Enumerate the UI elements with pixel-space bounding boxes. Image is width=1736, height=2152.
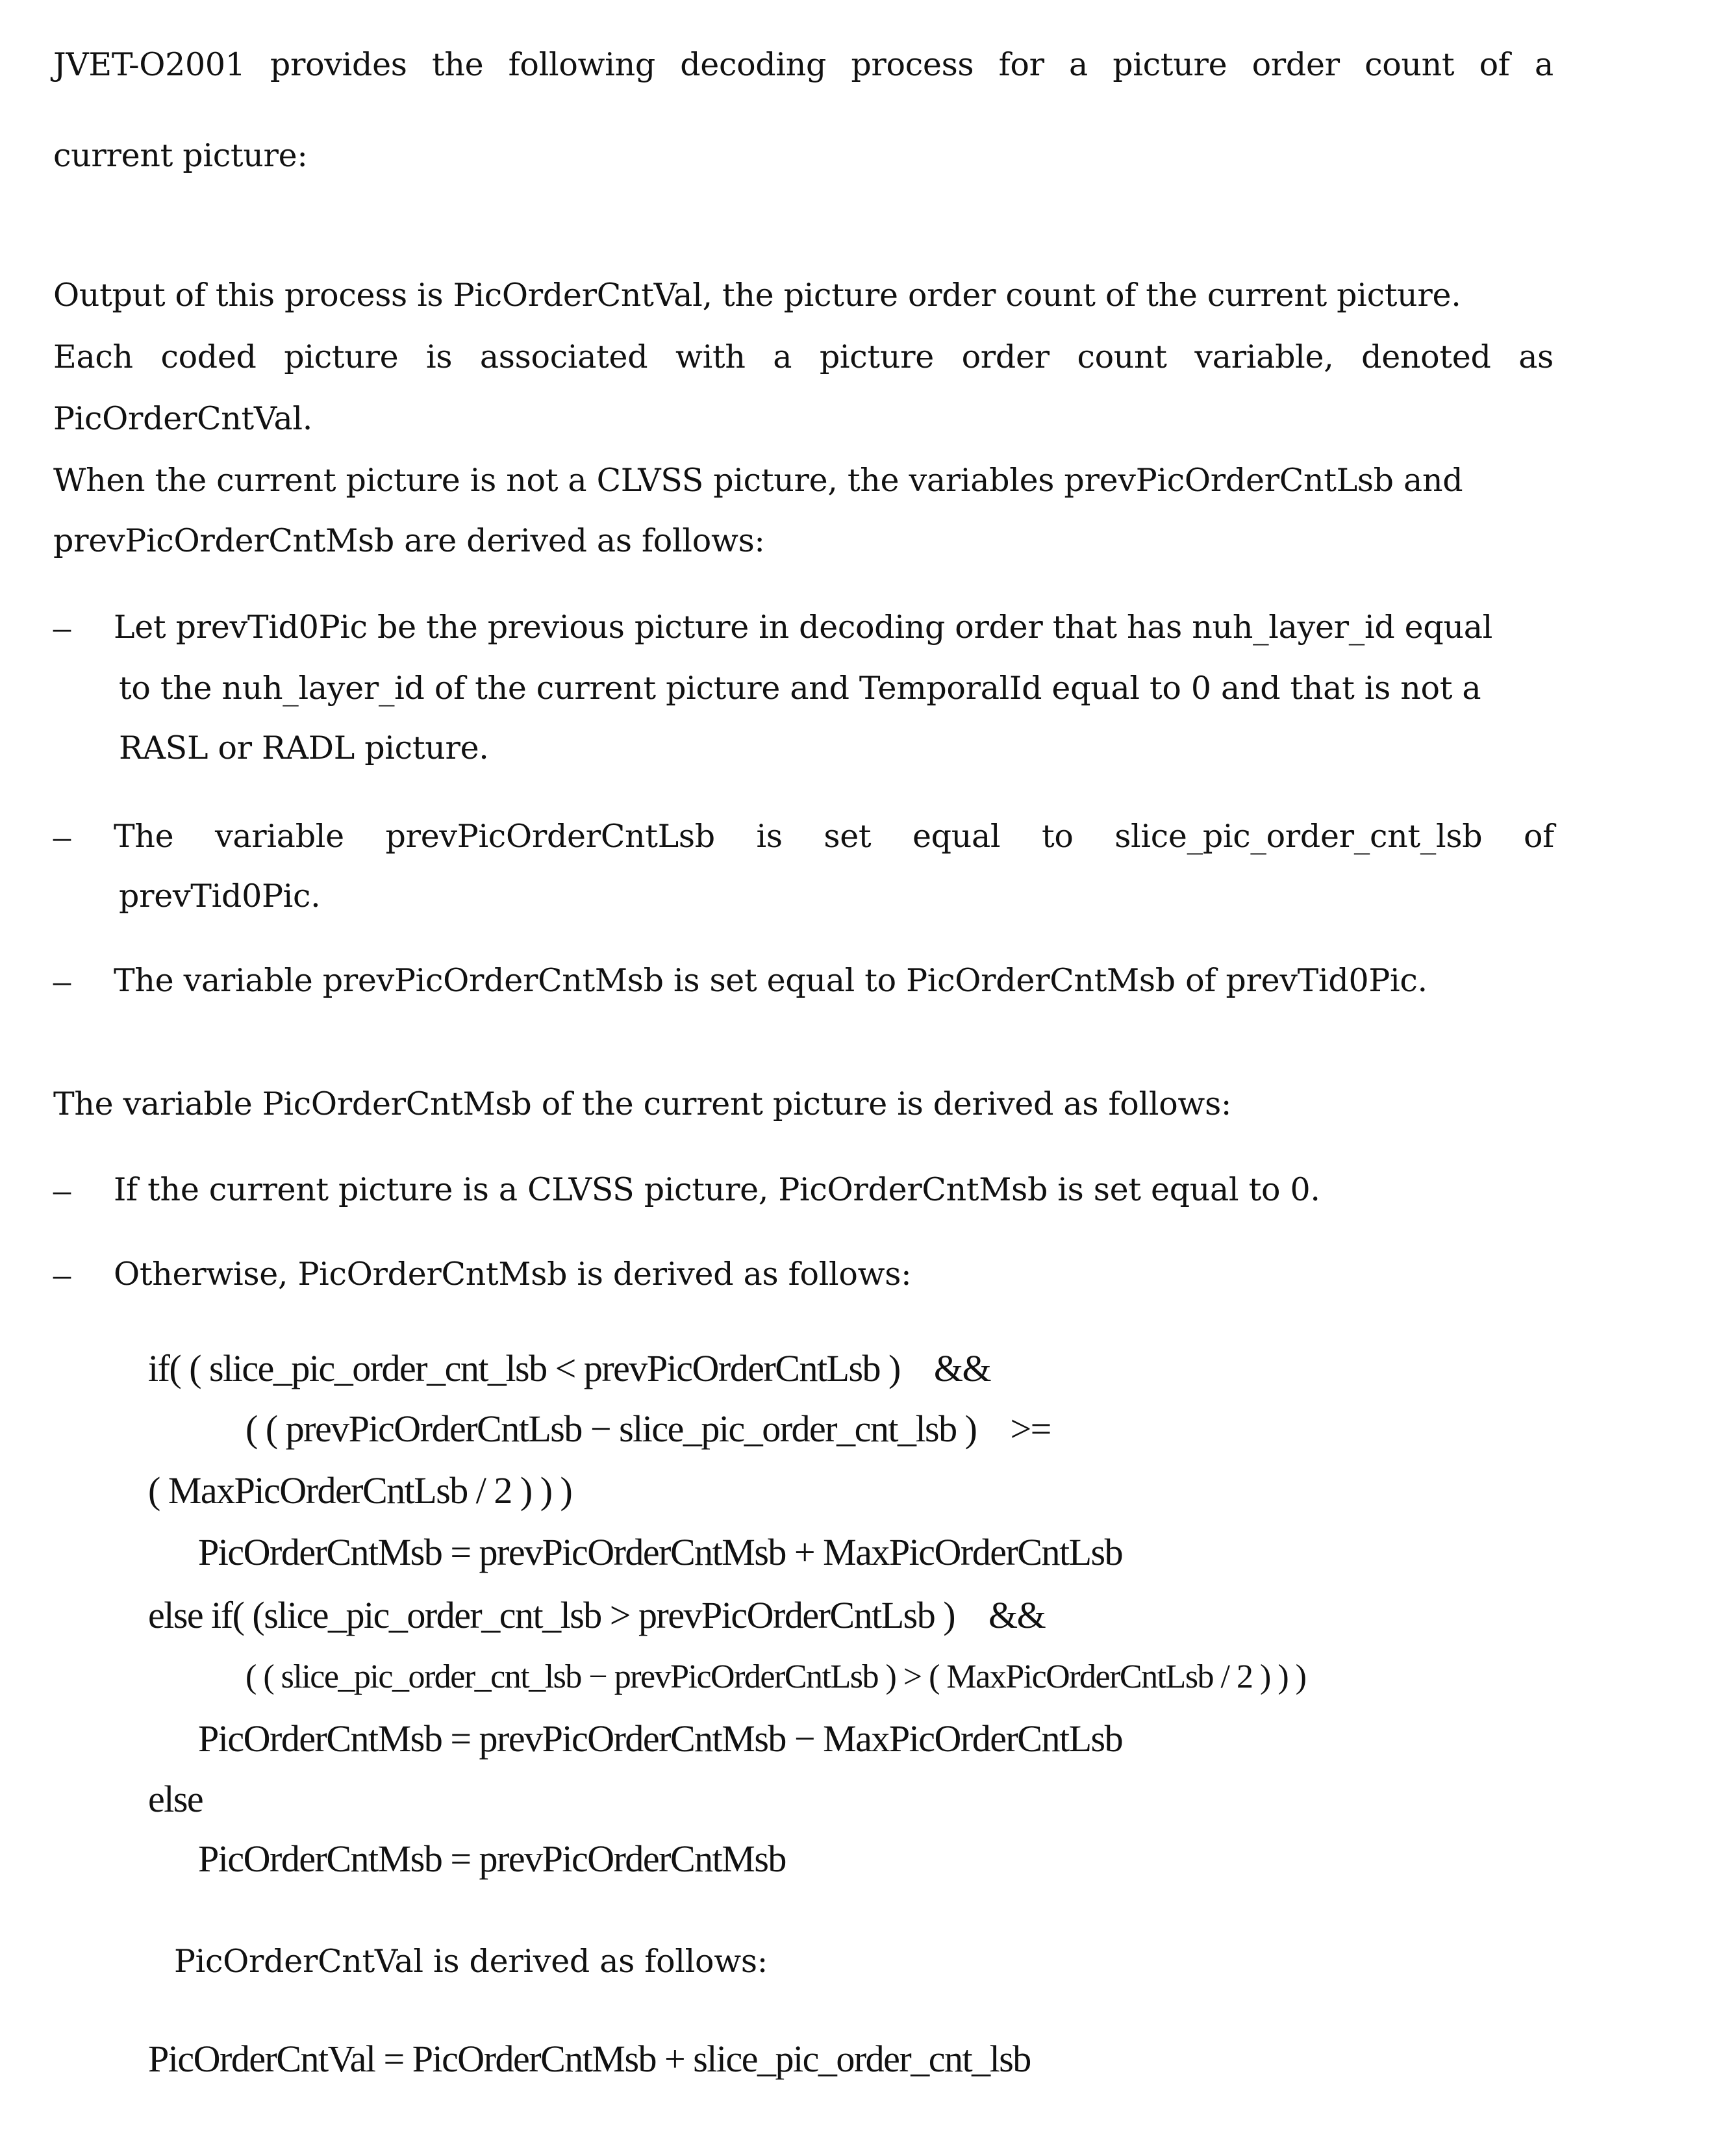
word: with [675, 338, 746, 375]
bullet-1-line-1: Let prevTid0Pic be the previous picture in decoding order that has nuh_layer_id equal [114, 609, 1492, 646]
code-line-1: if( ( slice_pic_order_cnt_lsb < prevPicOrderCntLsb ) && [148, 1347, 991, 1389]
word: is [756, 818, 783, 855]
word: variable, [1194, 338, 1334, 375]
bullet-2-line-2: prevTid0Pic. [119, 878, 321, 915]
word: equal [912, 818, 1001, 855]
code-line-3: ( MaxPicOrderCntLsb / 2 ) ) ) [148, 1469, 572, 1512]
word: denoted [1361, 338, 1491, 375]
word: prevPicOrderCntLsb [385, 818, 715, 855]
code-line-8: else [148, 1778, 203, 1820]
word: for [998, 46, 1044, 83]
word: picture [1113, 46, 1227, 83]
intro-line-2: current picture: [53, 137, 308, 174]
dash-bullet: – [53, 608, 71, 647]
output-paragraph: Output of this process is PicOrderCntVal, the picture order count of the current picture. [53, 277, 1461, 314]
each-line-2: PicOrderCntVal. [53, 400, 313, 437]
word: to [1041, 818, 1074, 855]
word: coded [160, 338, 257, 375]
word: the [431, 46, 484, 83]
code-line-9: PicOrderCntMsb = prevPicOrderCntMsb [198, 1838, 786, 1880]
intro-line-1 [53, 45, 1554, 84]
dash-bullet: – [53, 817, 71, 856]
msb-bullet-2: Otherwise, PicOrderCntMsb is derived as follows: [114, 1256, 912, 1293]
word: a [1069, 46, 1088, 83]
bullet-2-line-1 [114, 817, 1554, 856]
dash-bullet: – [53, 1171, 71, 1209]
word: count [1365, 46, 1455, 83]
dash-bullet: – [53, 1255, 71, 1294]
when-line-2: prevPicOrderCntMsb are derived as follows: [53, 522, 765, 559]
word: set [824, 818, 872, 855]
word: following [508, 46, 655, 83]
word: slice_pic_order_cnt_lsb [1114, 818, 1483, 855]
word: of [1523, 818, 1554, 855]
msb-bullet-1: If the current picture is a CLVSS picture, PicOrderCntMsb is set equal to 0. [114, 1171, 1320, 1208]
code-line-5: else if( (slice_pic_order_cnt_lsb > prevPicOrderCntLsb ) && [148, 1594, 1046, 1636]
word: is [426, 338, 453, 375]
word: picture [284, 338, 399, 375]
word: provides [270, 46, 407, 83]
bullet-1-line-3: RASL or RADL picture. [119, 729, 489, 766]
msb-heading: The variable PicOrderCntMsb of the current picture is derived as follows: [53, 1085, 1232, 1122]
word: process [851, 46, 974, 83]
bullet-3-line-1: The variable prevPicOrderCntMsb is set equal to PicOrderCntMsb of prevTid0Pic. [114, 962, 1428, 999]
word: a [1534, 46, 1554, 83]
code-line-2: ( ( prevPicOrderCntLsb − slice_pic_order_cnt_lsb ) >= [245, 1408, 1051, 1450]
word: The [114, 818, 174, 855]
code-line-4: PicOrderCntMsb = prevPicOrderCntMsb + MaxPicOrderCntLsb [198, 1531, 1123, 1573]
word: picture [819, 338, 934, 375]
word: order [1252, 46, 1340, 83]
dash-bullet: – [53, 961, 71, 1000]
word: order [961, 338, 1050, 375]
val-heading: PicOrderCntVal is derived as follows: [174, 1943, 768, 1980]
word: of [1479, 46, 1510, 83]
code-line-7: PicOrderCntMsb = prevPicOrderCntMsb − MaxPicOrderCntLsb [198, 1717, 1123, 1760]
word: a [773, 338, 792, 375]
word: associated [479, 338, 648, 375]
val-formula: PicOrderCntVal = PicOrderCntMsb + slice_pic_order_cnt_lsb [148, 2038, 1031, 2080]
bullet-1-line-2: to the nuh_layer_id of the current picture and TemporalId equal to 0 and that is not a [119, 670, 1481, 707]
each-line-1 [53, 338, 1554, 377]
when-line-1: When the current picture is not a CLVSS picture, the variables prevPicOrderCntLsb and [53, 462, 1463, 499]
code-line-6: ( ( slice_pic_order_cnt_lsb − prevPicOrderCntLsb ) > ( MaxPicOrderCntLsb / 2 ) ) ) [245, 1658, 1306, 1695]
word: JVET-O2001 [53, 46, 245, 83]
word: as [1518, 338, 1554, 375]
word: count [1077, 338, 1167, 375]
word: decoding [680, 46, 827, 83]
word: Each [53, 338, 133, 375]
word: variable [215, 818, 344, 855]
